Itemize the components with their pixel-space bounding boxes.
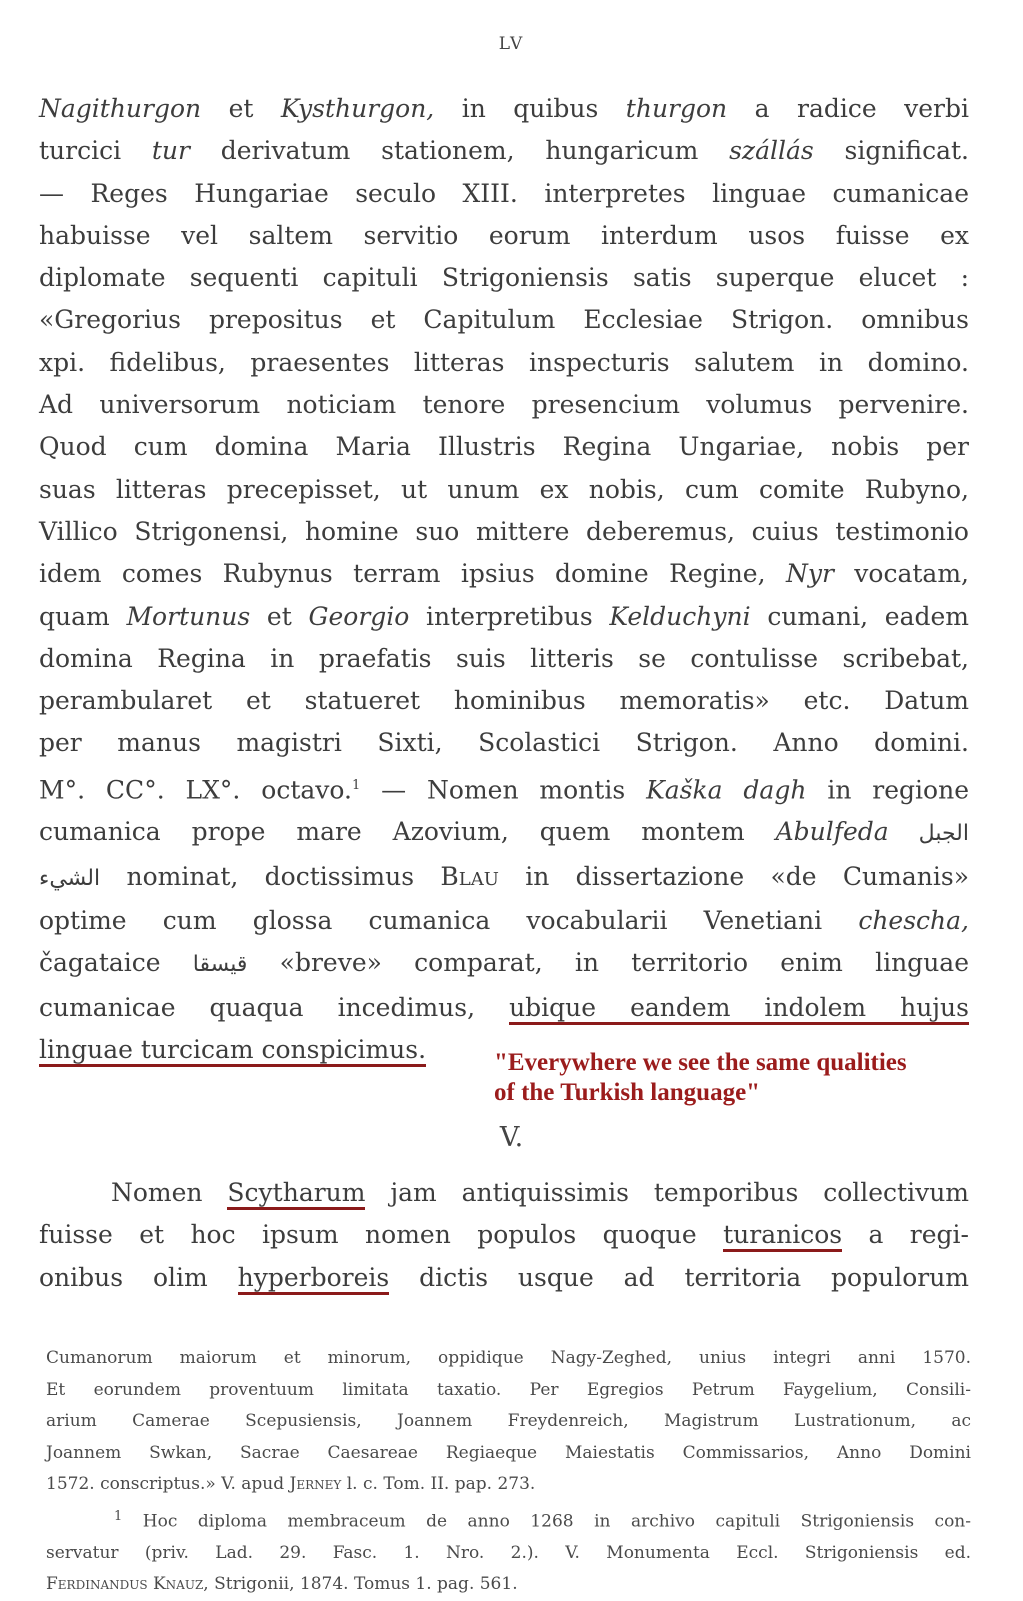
- footnote-line: Joannem Swkan, Sacrae Caesareae Regiaeque Maiestatis Commissarios, Anno Domini: [46, 1442, 971, 1463]
- italic-term: szállás: [729, 136, 814, 166]
- text-line: perambularet et statueret hominibus memoratis» etc. Datum: [39, 686, 969, 716]
- author-name: Ferdinandus Knauz: [46, 1574, 204, 1595]
- text-run: «breve» comparat, in territorio enim linguae: [247, 948, 969, 978]
- text-run: in quibus: [434, 94, 626, 123]
- footnote-line: [46, 1569, 971, 1601]
- arabic-word: قيسقا: [192, 952, 248, 978]
- text-run: et: [250, 601, 309, 631]
- author-name: Blau: [440, 861, 499, 891]
- footnote-line: arium Camerae Scepusiensis, Joannem Freydenreich, Magistrum Lustrationum, ac: [46, 1411, 971, 1431]
- text-run: Hoc diploma membraceum de anno 1268 in archivo capituli Strigoniensis con-: [122, 1511, 971, 1532]
- text-run: optime cum glossa cumanica vocabularii Venetiani: [39, 905, 859, 935]
- text-line: [39, 811, 969, 855]
- section-number: V.: [499, 1122, 524, 1153]
- text-run: a radice verbi: [727, 94, 969, 123]
- footnote-line: Et eorundem proventuum limitata taxatio. Per Egregios Petrum Faygelium, Consili-: [46, 1379, 971, 1400]
- footnote-marker: 1: [351, 777, 361, 793]
- text-line: domina Regina in praefatis suis litteris se contulisse scribebat,: [39, 643, 969, 673]
- italic-term: Georgio: [308, 601, 410, 631]
- italic-term: Kelduchyni: [609, 601, 751, 631]
- italic-term: Kysthurgon,: [280, 94, 435, 123]
- text-line: [39, 856, 969, 900]
- text-run: fuisse et hoc ipsum nomen populos quoque: [39, 1220, 724, 1250]
- annotation-line: of the Turkish language": [494, 1079, 761, 1106]
- text-line: [39, 596, 969, 638]
- footnote-line: [46, 1501, 971, 1538]
- text-line: «Gregorius prepositus et Capitulum Ecclesiae Strigon. omnibus: [39, 305, 969, 335]
- text-run: cumani, eadem: [750, 601, 969, 631]
- footnote-line: servatur (priv. Lad. 29. Fasc. 1. Nro. 2.). V. Monumenta Eccl. Strigoniensis ed.: [46, 1542, 971, 1563]
- text-run: significat.: [813, 136, 970, 166]
- text-run: vocatam,: [833, 559, 969, 589]
- text-line: [39, 942, 969, 986]
- underlined-word: hyperboreis: [238, 1263, 390, 1295]
- text-line: [39, 130, 969, 172]
- italic-term: tur: [151, 136, 190, 166]
- text-run: quam: [39, 601, 127, 631]
- text-line: Villico Strigonensi, homine suo mittere deberemus, cuius testimonio: [39, 516, 969, 546]
- text-line: [39, 553, 969, 595]
- text-run: onibus olim: [39, 1262, 238, 1292]
- footnote-line: Cumanorum maiorum et minorum, oppidique Nagy-Zeghed, unius integri anni 1570.: [46, 1348, 971, 1368]
- text-run: in regione: [806, 775, 970, 805]
- text-run: idem comes Rubynus terram ipsius domine Regine,: [39, 559, 786, 589]
- text-run: M°. CC°. LX°. octavo.: [39, 775, 352, 805]
- main-text: [39, 88, 969, 1071]
- text-line: [39, 1214, 969, 1256]
- text-line: Quod cum domina Maria Illustris Regina Ungariae, nobis per: [39, 432, 969, 462]
- text-run: derivatum stationem, hungaricum: [189, 136, 730, 166]
- page-number: LV: [498, 34, 525, 54]
- text-line: diplomate sequenti capituli Strigoniensis satis superque elucet :: [39, 263, 969, 293]
- text-line: [39, 987, 969, 1029]
- text-run: nominat, doctissimus: [100, 861, 441, 891]
- text-line: Ad universorum noticiam tenore presencium volumus pervenire.: [39, 390, 969, 420]
- text-run: cumanica prope mare Azovium, quem montem: [39, 817, 776, 847]
- underlined-word: Scytharum: [227, 1178, 365, 1210]
- text-run: jam antiquissimis temporibus collectivum: [365, 1178, 970, 1207]
- author-name: Jerney: [289, 1474, 342, 1494]
- text-run: — Nomen montis: [360, 775, 647, 805]
- text-line: [39, 765, 969, 812]
- text-run: in dissertazione «de Cumanis»: [498, 861, 969, 891]
- text-run: a regi-: [842, 1220, 969, 1250]
- arabic-word: الجبل: [888, 821, 969, 847]
- section-text: [39, 1172, 969, 1299]
- text-run: cumanicae quaqua incedimus,: [39, 992, 510, 1022]
- italic-term: Nyr: [785, 559, 834, 589]
- italic-term: Abulfeda: [775, 817, 889, 847]
- text-line: [39, 88, 969, 130]
- text-line: per manus magistri Sixti, Scolastici Strigon. Anno domini.: [39, 728, 969, 758]
- text-run: dictis usque ad territoria populorum: [389, 1262, 969, 1292]
- footnotes: [46, 1343, 971, 1601]
- text-line: [39, 1172, 969, 1214]
- italic-term: Mortunus: [126, 601, 251, 631]
- text-line: xpi. fidelibus, praesentes litteras inspecturis salutem in domino.: [39, 347, 969, 377]
- text-run: 1572. conscriptus.» V. apud: [46, 1474, 290, 1494]
- text-run: Nomen: [111, 1178, 228, 1207]
- italic-term: Kaška dagh: [646, 775, 807, 805]
- underlined-phrase: linguae turcicam conspicimus.: [39, 1035, 426, 1067]
- text-run: et: [201, 94, 281, 123]
- arabic-word: الشيء: [39, 865, 101, 891]
- text-line: suas litteras precepisset, ut unum ex nobis, cum comite Rubyno,: [39, 474, 969, 504]
- text-line: [39, 900, 969, 942]
- footnote-marker: 1: [114, 1508, 123, 1524]
- text-run: turcici: [39, 136, 152, 166]
- footnote-line: [46, 1469, 971, 1501]
- underlined-phrase: ubique eandem indolem hujus: [509, 993, 969, 1025]
- text-line: — Reges Hungariae seculo XIII. interpretes linguae cumanicae: [39, 178, 969, 208]
- underlined-word: turanicos: [723, 1220, 842, 1252]
- text-run: l. c. Tom. II. pap. 273.: [341, 1474, 536, 1494]
- italic-term: thurgon: [625, 94, 728, 123]
- italic-term: Nagithurgon: [39, 94, 202, 123]
- text-line: habuisse vel saltem servitio eorum interdum usos fuisse ex: [39, 220, 969, 250]
- text-line: [39, 1257, 969, 1299]
- italic-term: chescha,: [858, 905, 969, 935]
- text-run: čagataice: [39, 948, 193, 978]
- text-run: interpretibus: [409, 601, 610, 631]
- translation-annotation: [494, 1048, 907, 1108]
- annotation-line: "Everywhere we see the same qualities: [494, 1049, 907, 1076]
- text-run: , Strigonii, 1874. Tomus 1. pag. 561.: [203, 1574, 518, 1595]
